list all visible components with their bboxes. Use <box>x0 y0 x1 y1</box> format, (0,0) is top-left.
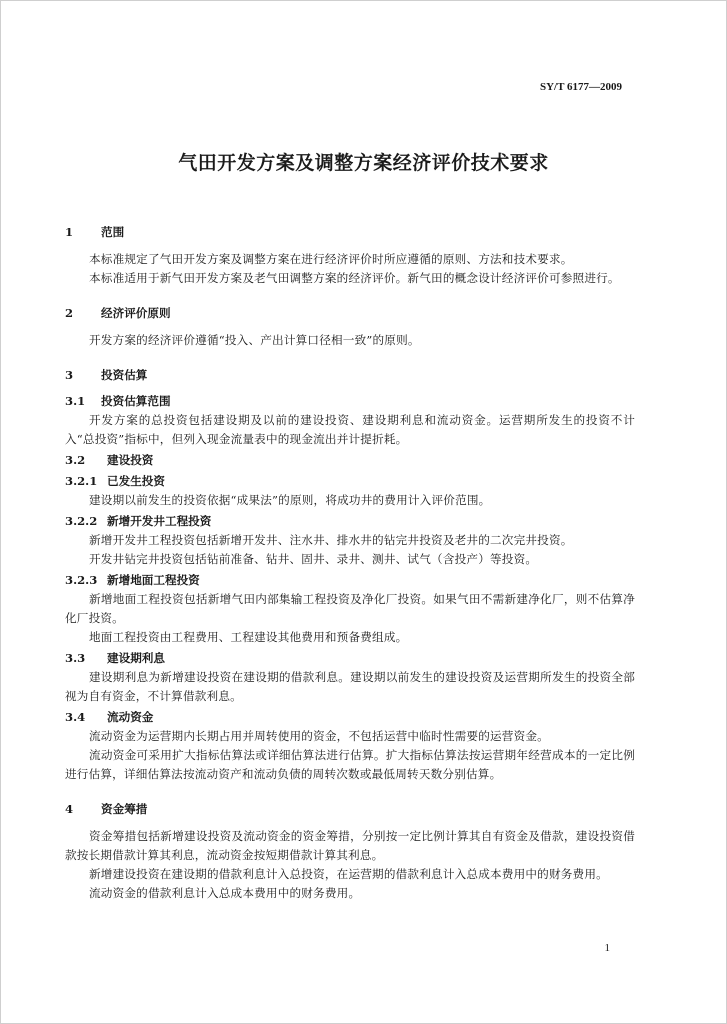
subsection-number: 3.4 <box>65 710 86 724</box>
subsection-number: 3.3 <box>65 651 86 665</box>
subsection-3-3-heading <box>65 649 635 668</box>
paragraph: 建设期利息为新增建设投资在建设期的借款利息。建设期以前发生的建设投资及运营期所发生的投资全部视为自有资金，不计算借款利息。 <box>65 670 635 703</box>
paragraph: 资金筹措包括新增建设投资及流动资金的资金筹措，分别按一定比例计算其自有资金及借款，建设投资借款按长期借款计算其利息，流动资金按短期借款计算其利息。 <box>65 829 635 862</box>
page-number: 1 <box>604 942 610 954</box>
section-title: 经济评价原则 <box>101 306 171 320</box>
paragraph: 流动资金的借款利息计入总成本费用中的财务费用。 <box>89 886 361 900</box>
paragraph: 开发井钻完井投资包括钻前准备、钻井、固井、录井、测井、试气（含投产）等投资。 <box>89 552 538 566</box>
paragraph: 新增建设投资在建设期的借款利息计入总投资，在运营期的借款利息计入总成本费用中的财务费用。 <box>89 867 608 881</box>
section-2-heading <box>65 304 635 323</box>
paragraph: 地面工程投资由工程费用、工程建设其他费用和预备费组成。 <box>89 630 408 644</box>
subsection-3-1-heading <box>65 392 635 411</box>
subsection-title: 建设期利息 <box>107 651 165 665</box>
document-title: 气田开发方案及调整方案经济评价技术要求 <box>178 152 549 174</box>
subsection-title: 新增开发井工程投资 <box>107 514 212 528</box>
paragraph: 开发方案的总投资包括建设期及以前的建设投资、建设期利息和流动资金。运营期所发生的投资不计入“总投资”指标中，但列入现金流量表中的现金流出并计提折耗。 <box>65 413 635 446</box>
subsection-number: 3.2.3 <box>65 573 98 587</box>
section-4-heading <box>65 800 635 819</box>
subsection-3-2-2-heading <box>65 512 635 531</box>
document-body <box>65 223 635 903</box>
paragraph: 本标准适用于新气田开发方案及老气田调整方案的经济评价。新气田的概念设计经济评价可参照进行。 <box>89 271 620 285</box>
subsection-number: 3.1 <box>65 394 86 408</box>
subsection-title: 建设投资 <box>107 453 154 467</box>
paragraph: 流动资金为运营期内长期占用并周转使用的资金，不包括运营中临时性需要的运营资金。 <box>89 729 549 743</box>
subsection-3-2-1-heading <box>65 472 635 491</box>
paragraph: 新增开发井工程投资包括新增开发井、注水井、排水井的钻完井投资及老井的二次完井投资。 <box>89 533 573 547</box>
section-title: 范围 <box>101 225 125 239</box>
subsection-title: 流动资金 <box>107 710 154 724</box>
section-title: 投资估算 <box>101 368 148 382</box>
paragraph: 开发方案的经济评价遵循“投入、产出计算口径相一致”的原则。 <box>89 333 420 347</box>
subsection-number: 3.2 <box>65 453 86 467</box>
section-number: 2 <box>65 306 74 320</box>
section-1-heading <box>65 223 635 242</box>
subsection-3-2-3-heading <box>65 571 635 590</box>
paragraph: 本标准规定了气田开发方案及调整方案在进行经济评价时所应遵循的原则、方法和技术要求。 <box>89 252 573 266</box>
paragraph: 流动资金可采用扩大指标估算法或详细估算法进行估算。扩大指标估算法按运营期年经营成本的一定比例进行估算，详细估算法按流动资产和流动负债的周转次数或最低周转天数分别估算。 <box>65 748 635 781</box>
subsection-number: 3.2.1 <box>65 474 98 488</box>
section-number: 4 <box>65 802 74 816</box>
section-number: 1 <box>65 225 74 239</box>
subsection-title: 新增地面工程投资 <box>107 573 200 587</box>
section-title: 资金筹措 <box>101 802 148 816</box>
subsection-title: 投资估算范围 <box>101 394 171 408</box>
subsection-3-2-heading <box>65 451 635 470</box>
subsection-3-4-heading <box>65 708 635 727</box>
section-3-heading <box>65 366 635 385</box>
subsection-title: 已发生投资 <box>107 474 165 488</box>
subsection-number: 3.2.2 <box>65 514 98 528</box>
paragraph: 建设期以前发生的投资依据“成果法”的原则，将成功井的费用计入评价范围。 <box>89 493 491 507</box>
paragraph: 新增地面工程投资包括新增气田内部集输工程投资及净化厂投资。如果气田不需新建净化厂，则不估算净化厂投资。 <box>65 592 635 625</box>
standard-code: SY/T 6177—2009 <box>539 81 622 93</box>
section-number: 3 <box>65 368 74 382</box>
